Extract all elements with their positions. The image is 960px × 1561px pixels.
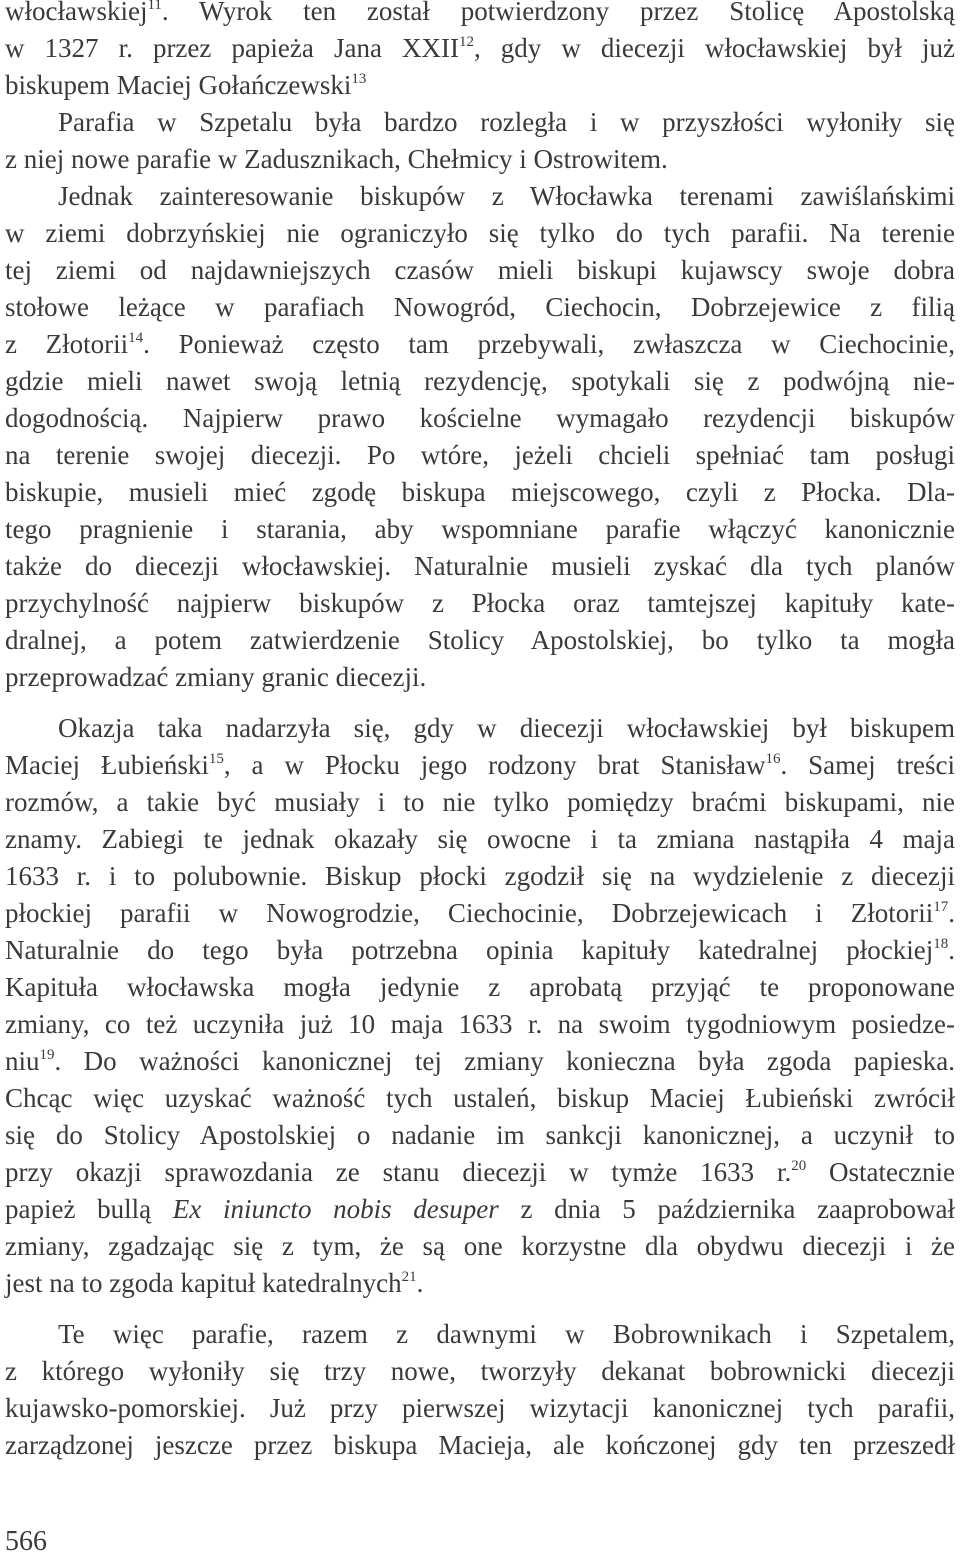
text-line xyxy=(5,0,955,30)
text-line xyxy=(58,709,955,747)
text-segment: zmiany, co też uczyniła już 10 maja 1633 r. na swoim tygodniowym posiedze- xyxy=(5,1009,955,1039)
text-segment: biskupem Maciej Gołańczewski xyxy=(5,70,352,100)
text-line xyxy=(5,1426,955,1464)
text-segment: się do Stolicy Apostolskiej o nadanie im sankcji kanonicznej, a uczynił to xyxy=(5,1120,955,1150)
text-segment: . Wyrok ten został potwierdzony przez Stolicę Apostolską xyxy=(161,0,955,26)
text-segment: przychylność najpierw biskupów z Płocka oraz tamtejszej kapituły kate- xyxy=(5,588,955,618)
text-segment: . Do ważności kanonicznej tej zmiany konieczna była zgoda papieska. xyxy=(54,1046,955,1076)
text-segment: rozmów, a takie być musiały i to nie tylko pomiędzy braćmi biskupami, nie xyxy=(5,787,955,817)
text-segment: Kapituła włocławska mogła jedynie z aprobatą przyjąć te proponowane xyxy=(5,972,955,1002)
text-segment: gdzie mieli nawet swoją letnią rezydencję, spotykali się z podwójną nie- xyxy=(5,366,955,396)
text-line xyxy=(5,584,955,622)
text-line xyxy=(5,140,955,178)
text-segment: . Samej treści xyxy=(780,750,955,780)
text-segment: płockiej parafii w Nowogrodzie, Ciechocinie, Dobrzejewicach i Złotorii xyxy=(5,898,934,928)
footnote-ref: 13 xyxy=(351,71,367,87)
text-segment: z Złotorii xyxy=(5,329,129,359)
text-line xyxy=(5,783,955,821)
text-line xyxy=(5,857,955,895)
text-line xyxy=(5,894,955,932)
text-line xyxy=(5,473,955,511)
footnote-ref: 15 xyxy=(208,751,224,767)
text-line xyxy=(5,1389,955,1427)
text-segment: dogodnością. Najpierw prawo kościelne wymagało rezydencji biskupów xyxy=(5,403,955,433)
text-segment: Maciej Łubieński xyxy=(5,750,209,780)
text-segment: . xyxy=(948,935,955,965)
text-line xyxy=(5,931,955,969)
text-line xyxy=(5,1190,955,1228)
footnote-ref: 20 xyxy=(791,1158,807,1174)
text-line xyxy=(5,621,955,659)
text-segment: przy okazji sprawozdania ze stanu diecezji w tymże 1633 r. xyxy=(5,1157,792,1187)
text-line xyxy=(5,1352,955,1390)
text-segment: z dnia 5 października zaaprobował xyxy=(498,1194,955,1224)
text-line xyxy=(5,658,955,696)
text-line xyxy=(5,1079,955,1117)
text-segment: , gdy w diecezji włocławskiej był już xyxy=(473,33,955,63)
text-segment: jest na to zgoda kapituł katedralnych xyxy=(5,1268,402,1298)
text-line xyxy=(5,820,955,858)
text-line xyxy=(5,1116,955,1154)
text-segment: zarządzonej jeszcze przez biskupa Macieja, ale kończonej gdy ten przeszedł xyxy=(5,1430,955,1460)
text-line xyxy=(5,1005,955,1043)
text-segment: zmiany, zgadzając się z tym, że są one korzystne dla obydwu diecezji i że xyxy=(5,1231,955,1261)
text-line xyxy=(5,1227,955,1265)
text-segment: 1633 r. i to polubownie. Biskup płocki zgodził się na wydzielenie z diecezji xyxy=(5,861,955,891)
text-segment: z którego wyłoniły się trzy nowe, tworzyły dekanat bobrownicki diecezji xyxy=(5,1356,955,1386)
text-segment: Chcąc więc uzyskać ważność tych ustaleń, biskup Maciej Łubieński zwrócił xyxy=(5,1083,955,1113)
text-segment: . Ponieważ często tam przebywali, zwłaszcza w Ciechocinie, xyxy=(143,329,955,359)
text-line xyxy=(5,547,955,585)
text-segment: przeprowadzać zmiany granic diecezji. xyxy=(5,662,427,692)
text-segment: Okazja taka nadarzyła się, gdy w diecezji włocławskiej był biskupem xyxy=(58,713,955,743)
footnote-ref: 18 xyxy=(933,936,949,952)
text-line xyxy=(5,510,955,548)
footnote-ref: 12 xyxy=(458,34,474,50)
footnote-ref: 16 xyxy=(765,751,781,767)
italic-title: Ex iniuncto nobis desuper xyxy=(172,1194,499,1224)
text-segment: także do diecezji włocławskiej. Naturalnie musieli zyskać dla tych planów xyxy=(5,551,955,581)
text-line xyxy=(5,968,955,1006)
text-line xyxy=(5,1264,955,1302)
text-segment: tego pragnienie i starania, aby wspomniane parafie włączyć kanonicznie xyxy=(5,514,955,544)
text-line xyxy=(5,1042,955,1080)
text-segment: na terenie swojej diecezji. Po wtóre, jeżeli chcieli spełniać tam posługi xyxy=(5,440,955,470)
text-segment: Ostatecznie xyxy=(806,1157,955,1187)
text-segment: w 1327 r. przez papieża Jana XXII xyxy=(5,33,459,63)
text-segment: . xyxy=(416,1268,424,1298)
text-segment: włocławskiej xyxy=(5,0,148,26)
footnote-ref: 11 xyxy=(147,0,162,13)
text-segment: stołowe leżące w parafiach Nowogród, Ciechocin, Dobrzejewice z filią xyxy=(5,292,955,322)
text-segment: Te więc parafie, razem z dawnymi w Bobrownikach i Szpetalem, xyxy=(58,1319,955,1349)
text-line xyxy=(5,214,955,252)
text-segment: . xyxy=(948,898,955,928)
text-line xyxy=(58,177,955,215)
text-line xyxy=(5,325,955,363)
text-segment: tej ziemi od najdawniejszych czasów mieli biskupi kujawscy swoje dobra xyxy=(5,255,955,285)
text-line xyxy=(58,103,955,141)
text-segment: Jednak zainteresowanie biskupów z Włocławka terenami zawiślańskimi xyxy=(58,181,955,211)
text-segment: , a w Płocku jego rodzony brat Stanisław xyxy=(223,750,766,780)
text-line xyxy=(5,362,955,400)
text-line xyxy=(5,251,955,289)
text-line xyxy=(5,288,955,326)
footnote-ref: 21 xyxy=(401,1269,417,1285)
text-segment: Parafia w Szpetalu była bardzo rozległa i w przyszłości wyłoniły się xyxy=(58,107,955,137)
text-line xyxy=(5,436,955,474)
text-line xyxy=(5,66,955,104)
footnote-ref: 14 xyxy=(128,330,144,346)
text-segment: kujawsko-pomorskiej. Już przy pierwszej wizytacji kanonicznej tych parafii, xyxy=(5,1393,955,1423)
text-segment: biskupie, musieli mieć zgodę biskupa miejscowego, czyli z Płocka. Dla- xyxy=(5,477,955,507)
text-segment: papież bullą xyxy=(5,1194,173,1224)
text-segment: z niej nowe parafie w Zadusznikach, Chełmicy i Ostrowitem. xyxy=(5,144,668,174)
text-line xyxy=(5,1153,955,1191)
footnote-ref: 19 xyxy=(39,1047,55,1063)
footnote-ref: 17 xyxy=(933,899,949,915)
text-line xyxy=(58,1315,955,1353)
text-segment: Naturalnie do tego była potrzebna opinia kapituły katedralnej płockiej xyxy=(5,935,934,965)
text-line xyxy=(5,29,955,67)
page-number: 566 xyxy=(5,1526,47,1557)
text-segment: dralnej, a potem zatwierdzenie Stolicy Apostolskiej, bo tylko ta mogła xyxy=(5,625,955,655)
text-segment: niu xyxy=(5,1046,40,1076)
text-segment: znamy. Zabiegi te jednak okazały się owocne i ta zmiana nastąpiła 4 maja xyxy=(5,824,955,854)
text-line xyxy=(5,399,955,437)
text-line xyxy=(5,746,955,784)
text-segment: w ziemi dobrzyńskiej nie ograniczyło się tylko do tych parafii. Na terenie xyxy=(5,218,955,248)
